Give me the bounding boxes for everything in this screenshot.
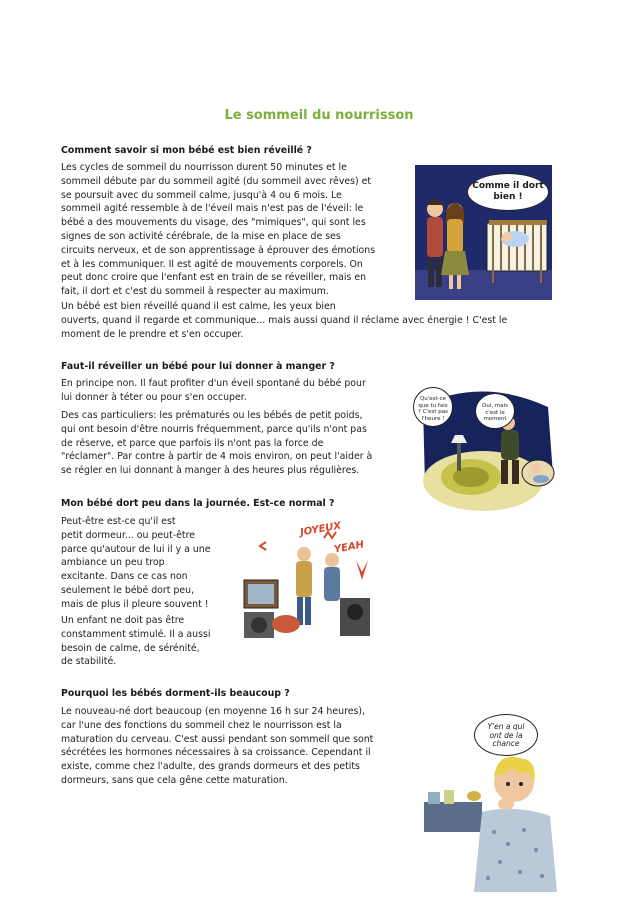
text-line: En principe non. Il faut profiter d'un éveil spontané du bébé pour: [61, 378, 366, 389]
section-2-paragraph-2: [61, 409, 372, 478]
text-line: de stabilité.: [61, 656, 117, 668]
text-line: circuits nerveux, et de son apprentissage à éprouver des émotions: [61, 244, 376, 256]
section-2-paragraph-1: [61, 377, 366, 405]
parents-crib-illustration: [415, 165, 552, 300]
night-feeding-illustration: [413, 385, 556, 517]
text-line: excitante. Dans ce cas non: [61, 571, 188, 583]
section-3-paragraph-1: [61, 515, 211, 612]
text-line: se régler en lui donnant à manger à des heures plus régulières.: [61, 465, 360, 477]
shout-text: JOYEUX: [299, 520, 343, 539]
text-line: lui donner à téter ou pour s'en occuper.: [61, 391, 247, 403]
text-line: "réclamer". Par contre à partir de 4 mois environ, on peut l'aider à: [61, 451, 373, 463]
text-line: signes de son activité cérébrale, de la mise en place de ses: [61, 230, 341, 242]
text-line: ambiance un peu trop: [61, 557, 165, 569]
text-line: constamment stimulé. Il a aussi: [61, 628, 211, 640]
text-line: sécrétées les hormones nécessaires à sa croissance. Cependant il: [61, 747, 371, 759]
text-line: de réserve, et parce que parfois ils n'ont pas la force de: [61, 437, 324, 449]
text-line: Un enfant ne doit pas être: [61, 615, 185, 626]
text-line: seulement le bébé dort peu,: [61, 584, 195, 596]
shout-text: YEAH: [333, 539, 365, 556]
section-1-heading: Comment savoir si mon bébé est bien réveillé ?: [61, 145, 312, 156]
speech-bubble-right: Oui, mais c'est le moment: [475, 393, 515, 429]
page-title: Le sommeil du nourrisson: [224, 108, 414, 123]
speech-bubble: Y'en a qui ont de la chance: [474, 714, 538, 756]
tired-adult-illustration: [424, 712, 557, 892]
text-line: mais de plus il pleure souvent !: [61, 598, 209, 610]
noisy-room-illustration: [236, 520, 376, 642]
speech-bubble: Comme il dort bien !: [467, 173, 549, 211]
text-line: besoin de calme, de sérénité,: [61, 642, 200, 654]
text-line: sommeil agité ressemble à de l'éveil mais n'est pas de l'éveil: le: [61, 203, 364, 215]
text-line: et à les communiquer. Il est agité de mouvements corporels. On: [61, 258, 363, 270]
section-2-heading: Faut-il réveiller un bébé pour lui donner à manger ?: [61, 361, 335, 372]
section-1-paragraph-2: [61, 300, 507, 341]
section-1-paragraph-1: [61, 161, 375, 299]
text-line: peut donc croire que l'enfant est en train de se réveiller, mais en: [61, 272, 367, 284]
text-line: petit dormeur... ou peut-être: [61, 529, 196, 541]
text-line: Peut-être est-ce qu'il est: [61, 516, 176, 527]
section-3-heading: Mon bébé dort peu dans la journée. Est-ce normal ?: [61, 498, 335, 509]
text-line: dormeurs, sans que cela gêne cette maturation.: [61, 774, 288, 786]
text-line: Le nouveau-né dort beaucoup (en moyenne 16 h sur 24 heures),: [61, 706, 366, 717]
text-line: existe, comme chez l'adulte, des grands dormeurs et des petits: [61, 761, 360, 773]
text-line: ouverts, quand il regarde et communique... mais aussi quand il réclame avec énergie ! C'est le: [61, 314, 508, 326]
text-line: qui ont besoin d'être nourris fréquemment, parce qu'ils n'ont pas: [61, 423, 367, 435]
section-3-paragraph-2: [61, 614, 210, 669]
text-line: parce qu'autour de lui il y a une: [61, 543, 211, 555]
text-line: se poursuit avec du sommeil calme, jusqu'à 4 ou 6 mois. Le: [61, 189, 342, 201]
text-line: maturation du cerveau. C'est aussi pendant son sommeil que sont: [61, 733, 374, 745]
text-line: car l'une des fonctions du sommeil chez le nourrisson est la: [61, 719, 342, 731]
text-line: Les cycles de sommeil du nourrisson durent 50 minutes et le: [61, 162, 347, 173]
text-line: Des cas particuliers: les prématurés ou les bébés de petit poids,: [61, 410, 363, 421]
text-line: Un bébé est bien réveillé quand il est calme, les yeux bien: [61, 301, 336, 312]
text-line: sommeil débute par du sommeil agité (du sommeil avec rêves) et: [61, 175, 372, 187]
text-line: moment de le prendre et s'en occuper.: [61, 328, 244, 340]
text-line: fait, il dort et c'est du sommeil à respecter au maximum.: [61, 286, 329, 298]
section-4-heading: Pourquoi les bébés dorment-ils beaucoup ?: [61, 688, 290, 699]
speech-bubble-left: Qu'est-ce que tu fais ? C'est pas l'heure !: [413, 387, 453, 427]
section-4-paragraph-1: [61, 705, 373, 788]
text-line: bébé a des mouvements du visage, des "mimiques", qui sont les: [61, 217, 366, 229]
